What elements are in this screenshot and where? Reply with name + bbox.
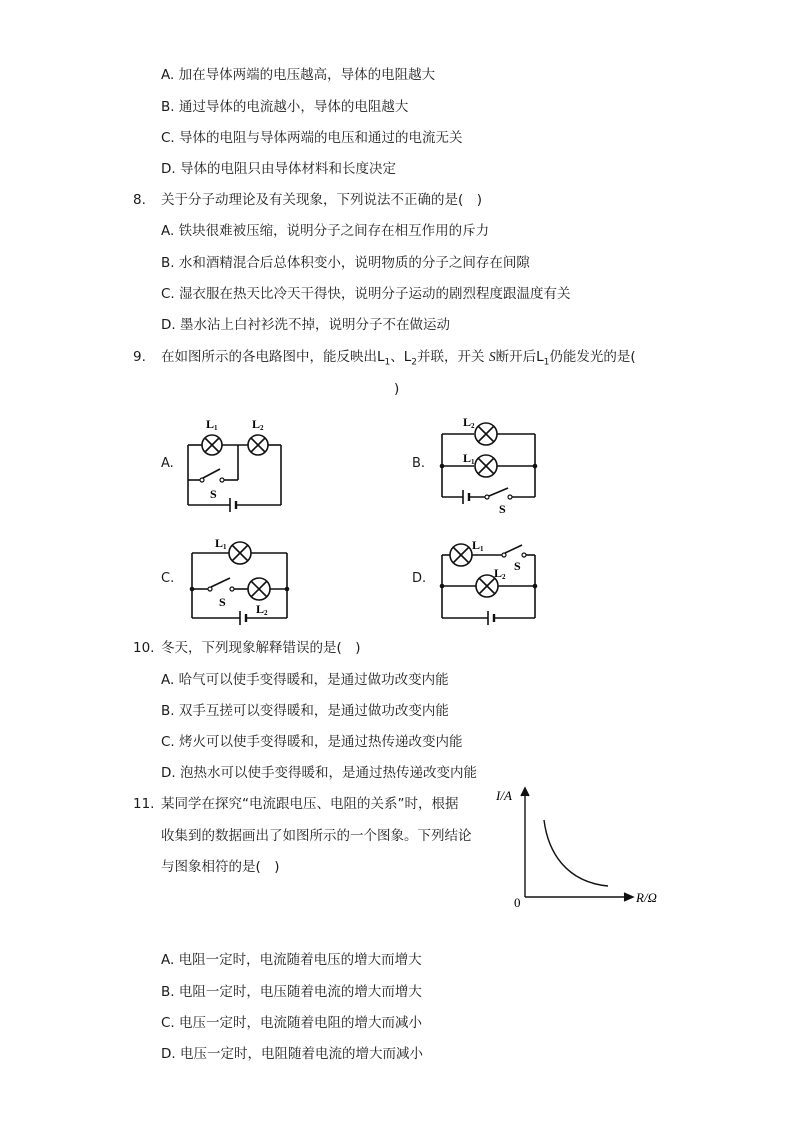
q9-option-b-label: B. — [412, 456, 426, 471]
q11-number: 11. — [133, 796, 155, 812]
q10-stem: 冬天，下列现象解释错误的是( ) — [161, 640, 361, 656]
current-resistance-graph — [496, 780, 666, 912]
label-s: S — [210, 487, 217, 501]
label-l2: L2 — [252, 417, 264, 432]
q11-option-b: B. 电阻一定时，电压随着电流的增大而增大 — [161, 984, 422, 1000]
label-s: S — [499, 502, 506, 516]
q11-stem-line-1: 某同学在探究“电流跟电压、电阻的关系”时，根据 — [161, 796, 459, 812]
q8-stem: 关于分子动理论及有关现象，下列说法不正确的是( ) — [161, 192, 483, 208]
x-axis-label: R/Ω — [636, 890, 657, 905]
circuit-diagram-a — [180, 412, 290, 512]
label-l1: L1 — [472, 538, 484, 553]
q11-option-c: C. 电压一定时，电流随着电阻的增大而减小 — [161, 1015, 423, 1031]
label-l2: L2 — [494, 566, 506, 581]
q9-stem-close: ) — [394, 381, 400, 397]
q9-stem: 在如图所示的各电路图中，能反映出$L_1$、$L_2$并联，开关 S断开后$L_1$仍能发光的是( — [161, 349, 636, 368]
q7-option-a: A. 加在导体两端的电压越高，导体的电阻越大 — [161, 67, 436, 83]
q9-option-a-label: A. — [161, 456, 174, 471]
q8-number: 8. — [133, 192, 146, 208]
q8-option-a: A. 铁块很难被压缩，说明分子之间存在相互作用的斥力 — [161, 223, 490, 239]
q11-option-d: D. 电压一定时，电阻随着电流的增大而减小 — [161, 1046, 423, 1062]
x-axis-arrow — [624, 893, 633, 901]
label-l1: L1 — [463, 451, 475, 466]
q7-option-c: C. 导体的电阻与导体两端的电压和通过的电流无关 — [161, 130, 463, 146]
origin-label: 0 — [514, 895, 521, 910]
q9-option-d-label: D. — [412, 571, 427, 586]
q7-option-d: D. 导体的电阻只由导体材料和长度决定 — [161, 161, 396, 177]
q10-option-b: B. 双手互搓可以变得暖和，是通过做功改变内能 — [161, 703, 449, 719]
label-l1: L1 — [215, 536, 227, 551]
q10-option-a: A. 哈气可以使手变得暖和，是通过做功改变内能 — [161, 672, 449, 688]
y-axis-arrow — [521, 788, 529, 796]
label-l1: L1 — [206, 417, 218, 432]
inverse-curve — [544, 820, 608, 886]
label-s: S — [514, 559, 521, 573]
q10-number: 10. — [133, 640, 155, 656]
q11-option-a: A. 电阻一定时，电流随着电压的增大而增大 — [161, 952, 422, 968]
circuit-diagram-c — [184, 533, 294, 628]
q8-option-c: C. 湿衣服在热天比冷天干得快，说明分子运动的剧烈程度跟温度有关 — [161, 286, 571, 302]
y-axis-label: I/A — [496, 788, 512, 803]
label-l2: L2 — [463, 415, 475, 430]
q10-option-c: C. 烤火可以使手变得暖和，是通过热传递改变内能 — [161, 734, 463, 750]
label-l2: L2 — [256, 602, 268, 617]
label-s: S — [219, 595, 226, 609]
q10-option-d: D. 泡热水可以使手变得暖和，是通过热传递改变内能 — [161, 765, 477, 781]
circuit-diagram-d — [436, 533, 546, 628]
q8-option-b: B. 水和酒精混合后总体积变小，说明物质的分子之间存在间隙 — [161, 255, 530, 271]
q8-option-d: D. 墨水沾上白衬衫洗不掉，说明分子不在做运动 — [161, 317, 450, 333]
q7-option-b: B. 通过导体的电流越小，导体的电阻越大 — [161, 99, 409, 115]
q11-stem-line-2: 收集到的数据画出了如图所示的一个图象。下列结论 — [161, 828, 472, 844]
q9-number: 9. — [133, 349, 146, 365]
q11-stem-line-3: 与图象相符的是( ) — [161, 859, 280, 875]
circuit-diagram-b — [436, 412, 546, 517]
q9-option-c-label: C. — [161, 571, 175, 586]
